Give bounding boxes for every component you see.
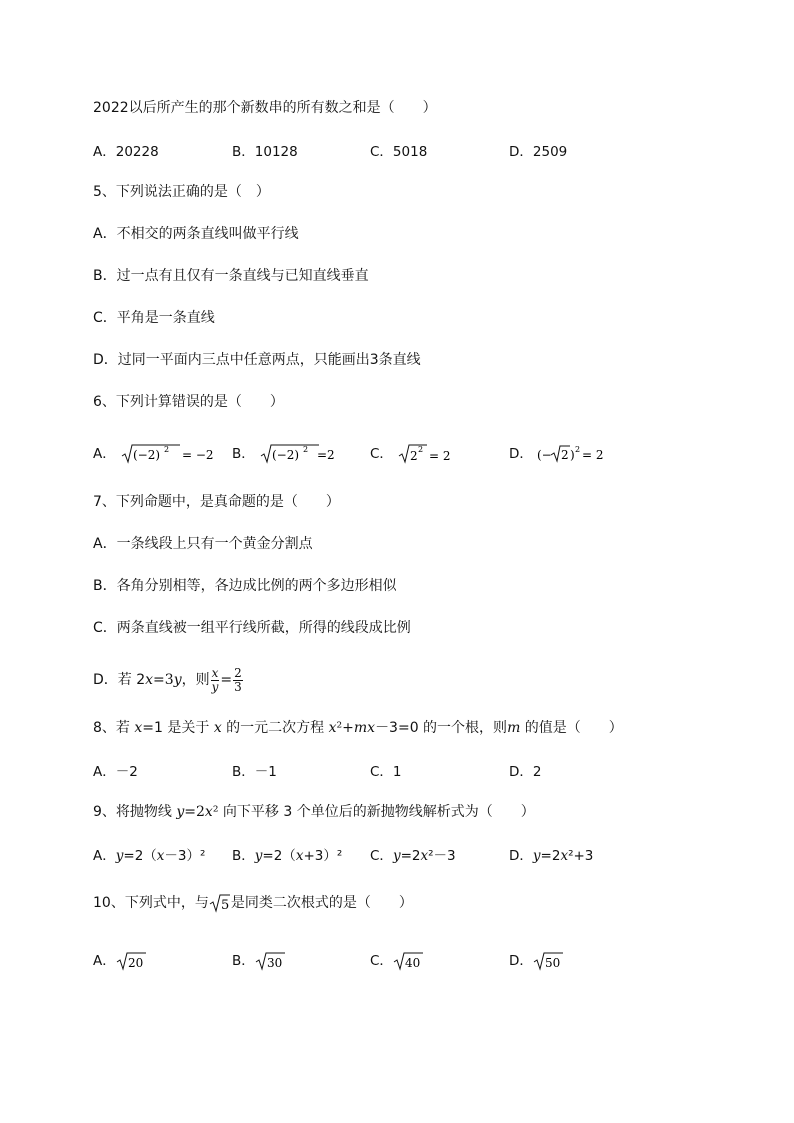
q9-text-1: 9、将抛物线 (93, 804, 177, 820)
svg-text:(−2): (−2) (272, 448, 300, 462)
q8-var-x-3: x (328, 720, 337, 736)
q9-a-text-1: =2（ (123, 848, 157, 864)
q10-stem (93, 892, 413, 914)
q10-options (93, 950, 733, 976)
svg-text:): ) (570, 448, 575, 462)
q10-b-radical (255, 950, 287, 972)
q7-d-equals-three: =3 (153, 672, 174, 688)
q7-d-fraction-denominator: y (211, 679, 219, 694)
q10-c-label: C． (370, 953, 393, 969)
q7-d-fraction-three: 3 (234, 679, 242, 694)
q8-option-a: A．－2 (93, 764, 138, 780)
q8-text-1: 8、若 (93, 720, 135, 736)
q9-c-var-y: y (392, 848, 401, 864)
q8-var-m: m (507, 720, 521, 736)
q9-equals-2: =2 (184, 804, 205, 820)
q6-option-a-formula (120, 442, 216, 466)
q9-stem (93, 803, 535, 821)
q7-d-fraction-xy (211, 667, 220, 694)
q8-stem (93, 719, 623, 737)
q6-option-c-formula (397, 442, 457, 466)
q9-a-var-x: x (156, 848, 165, 864)
q9-d-var-y: y (532, 848, 541, 864)
q9-c-label: C． (370, 848, 393, 864)
q10-option-c (370, 950, 425, 972)
q10-c-radical (393, 950, 425, 972)
svg-text:= 2: = 2 (429, 449, 451, 463)
q9-option-a (93, 845, 205, 867)
svg-text:2: 2 (303, 445, 309, 454)
q4-option-b: B．10128 (232, 144, 298, 160)
q9-c-text-2: ²－3 (428, 848, 456, 864)
q5-option-c: C．平角是一条直线 (93, 310, 215, 326)
q6-stem: 6、下列计算错误的是（ ） (93, 394, 284, 410)
q7-stem: 7、下列命题中，是真命题的是（ ） (93, 494, 340, 510)
svg-text:= −2: = −2 (182, 448, 214, 462)
q7-option-c: C．两条直线被一组平行线所截，所得的线段成比例 (93, 620, 411, 636)
q8-plus: + (342, 720, 354, 736)
q10-stem-pre: 10、下列式中，与 (93, 895, 209, 911)
q9-options (93, 845, 733, 867)
q10-b-radicand: 30 (266, 956, 283, 970)
q9-d-label: D． (509, 848, 533, 864)
q9-d-text-2: ²+3 (568, 848, 594, 864)
q9-var-y: y (176, 804, 185, 820)
q9-d-text-1: =2 (540, 848, 561, 864)
svg-text:2: 2 (410, 449, 418, 463)
q7-option-d (93, 664, 244, 696)
q9-b-text-2: +3）² (303, 848, 343, 864)
q8-option-d: D．2 (509, 764, 542, 780)
q8-options (93, 761, 733, 783)
q5-option-a: A．不相交的两条直线叫做平行线 (93, 226, 299, 242)
q10-option-d (509, 950, 565, 972)
svg-text:2: 2 (164, 445, 170, 454)
q6-options (93, 442, 733, 468)
q10-option-a (93, 950, 148, 972)
svg-text:(−: (− (537, 448, 552, 462)
q7-d-prefix: D．若 2 (93, 672, 146, 688)
q7-d-fraction-two: 2 (234, 665, 242, 680)
svg-text:=2: =2 (317, 448, 335, 462)
q8-option-b: B．－1 (232, 764, 277, 780)
svg-text:2: 2 (561, 448, 569, 462)
q9-var-x: x (204, 804, 213, 820)
q9-a-text-2: －3）² (164, 848, 206, 864)
svg-text:2: 2 (418, 445, 424, 454)
q9-square: ² (212, 804, 219, 820)
q7-option-b: B．各角分别相等，各边成比例的两个多边形相似 (93, 578, 397, 594)
q9-b-var-x: x (295, 848, 304, 864)
q4-option-a: A．20228 (93, 144, 159, 160)
q10-d-radical (533, 950, 565, 972)
q9-b-text-1: =2（ (262, 848, 296, 864)
svg-text:(−2): (−2) (133, 448, 161, 462)
q10-c-radicand: 40 (404, 956, 421, 970)
q9-b-label: B． (232, 848, 255, 864)
q8-square: ² (336, 720, 343, 736)
q7-d-fraction-23 (233, 667, 243, 694)
q7-option-a: A．一条线段上只有一个黄金分割点 (93, 536, 313, 552)
q8-text-5: 的值是（ ） (520, 720, 623, 736)
q6-option-d (509, 442, 607, 466)
q8-option-c: C．1 (370, 764, 402, 780)
q6-option-a-label: A． (93, 446, 116, 462)
q4-option-c: C．5018 (370, 144, 428, 160)
q10-d-label: D． (509, 953, 533, 969)
q6-option-d-label: D． (509, 446, 533, 462)
q4-option-d: D．2509 (509, 144, 568, 160)
q8-text-3: 的一元二次方程 (221, 720, 329, 736)
q9-option-d (509, 845, 593, 867)
q7-d-then: ，则 (181, 672, 210, 688)
q4-options (93, 141, 733, 163)
q7-d-var-x: x (145, 672, 154, 688)
q6-option-b-label: B． (232, 446, 255, 462)
q4-continuation-text: 2022以后所产生的那个新数串的所有数之和是（ ） (93, 100, 437, 116)
q8-var-x-2: x (213, 720, 222, 736)
q10-stem-post: 是同类二次根式的是（ ） (230, 895, 413, 911)
q5-option-d: D．过同一平面内三点中任意两点，只能画出3条直线 (93, 352, 421, 368)
q9-c-var-x: x (420, 848, 429, 864)
q8-var-x: x (134, 720, 143, 736)
q6-option-a (93, 442, 216, 466)
q5-option-b: B．过一点有且仅有一条直线与已知直线垂直 (93, 268, 369, 284)
q5-stem: 5、下列说法正确的是（ ） (93, 184, 270, 200)
q6-option-b (232, 442, 345, 466)
q8-term-mx: mx (353, 720, 376, 736)
q9-c-text-1: =2 (400, 848, 421, 864)
q10-stem-radical (209, 892, 231, 914)
q9-a-var-y: y (115, 848, 124, 864)
q6-option-d-formula (537, 442, 607, 466)
q9-b-var-y: y (254, 848, 263, 864)
q8-text-2: =1 是关于 (142, 720, 214, 736)
q9-a-label: A． (93, 848, 116, 864)
q9-text-2: 向下平移 3 个单位后的新抛物线解析式为（ ） (218, 804, 535, 820)
q6-option-b-formula (259, 442, 345, 466)
q10-b-label: B． (232, 953, 255, 969)
q7-d-fraction-equals: = (220, 672, 233, 688)
q10-a-radical (116, 950, 148, 972)
q10-d-radicand: 50 (544, 956, 561, 970)
q9-d-var-x: x (560, 848, 569, 864)
q10-option-b (232, 950, 287, 972)
svg-text:= 2: = 2 (582, 448, 604, 462)
q7-d-var-y: y (173, 672, 182, 688)
q10-a-radicand: 20 (127, 956, 144, 970)
q8-text-4: －3=0 的一个根，则 (375, 720, 508, 736)
q6-option-c-label: C． (370, 446, 393, 462)
q10-a-label: A． (93, 953, 116, 969)
q9-option-b (232, 845, 342, 867)
q9-option-c (370, 845, 456, 867)
q6-option-c (370, 442, 457, 466)
q7-d-fraction-numerator: x (211, 665, 219, 680)
q10-stem-radicand: 5 (220, 898, 230, 913)
svg-text:2: 2 (575, 445, 581, 454)
